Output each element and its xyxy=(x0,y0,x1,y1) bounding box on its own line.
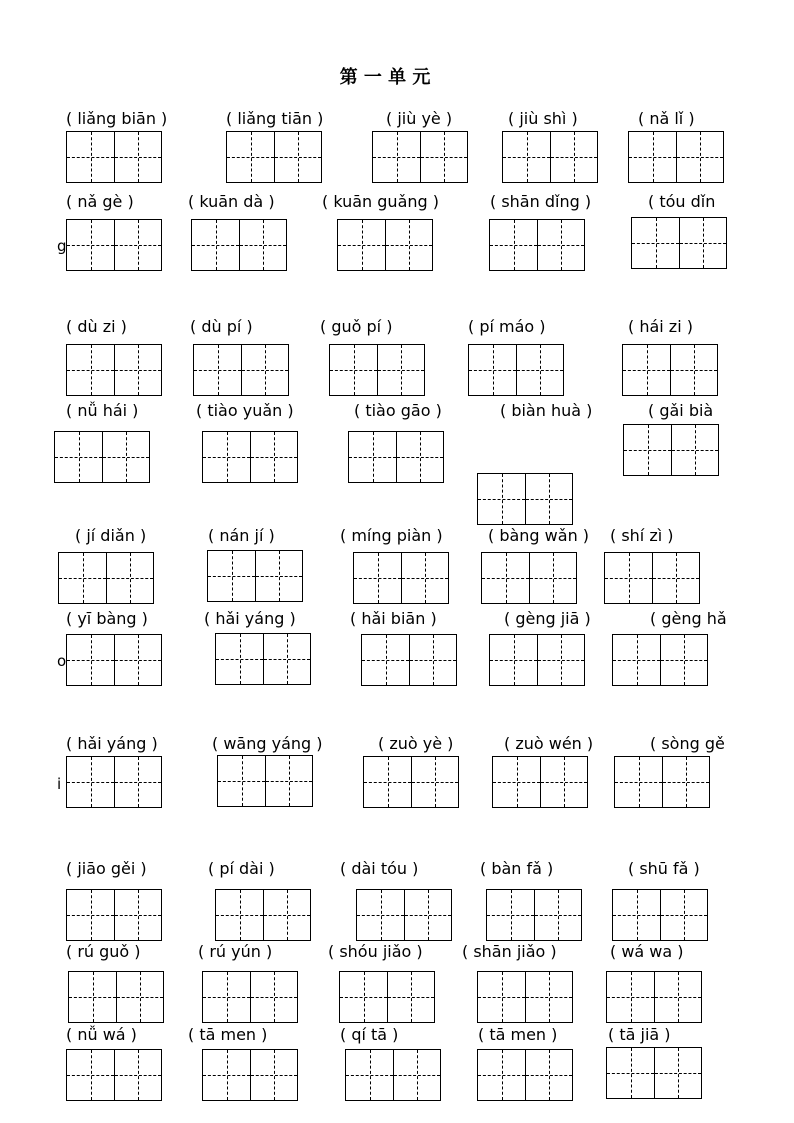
writing-cell[interactable] xyxy=(208,551,255,601)
pinyin-prompt: ( hǎi yáng ) xyxy=(204,609,296,628)
tianzige-answer-box[interactable] xyxy=(202,1049,298,1101)
pinyin-prompt: ( yī bàng ) xyxy=(66,609,148,628)
pinyin-prompt: ( liǎng tiān ) xyxy=(226,109,324,128)
tianzige-answer-box[interactable] xyxy=(329,344,425,396)
pinyin-prompt: ( nǎ lǐ ) xyxy=(638,109,695,128)
pinyin-prompt: ( tā men ) xyxy=(188,1025,268,1044)
writing-cell[interactable] xyxy=(676,132,723,182)
pinyin-prompt: ( jiāo gěi ) xyxy=(66,859,147,878)
tianzige-answer-box[interactable] xyxy=(226,131,322,183)
writing-cell[interactable] xyxy=(605,553,652,603)
writing-cell[interactable] xyxy=(116,972,163,1022)
writing-cell[interactable] xyxy=(670,345,717,395)
pinyin-prompt: ( pí dài ) xyxy=(208,859,275,878)
tianzige-answer-box[interactable] xyxy=(481,552,577,604)
pinyin-prompt: ( dù zi ) xyxy=(66,317,127,336)
writing-cell[interactable] xyxy=(482,553,529,603)
pinyin-prompt: ( zuò wén ) xyxy=(504,734,594,753)
writing-cell[interactable] xyxy=(401,553,448,603)
pinyin-prompt: ( biàn huà ) xyxy=(500,401,593,420)
tianzige-answer-box[interactable] xyxy=(68,971,164,1023)
writing-cell[interactable] xyxy=(607,1048,654,1098)
writing-cell[interactable] xyxy=(227,132,274,182)
writing-cell[interactable] xyxy=(537,220,584,270)
tianzige-answer-box[interactable] xyxy=(54,431,150,483)
pinyin-prompt: ( hái zi ) xyxy=(628,317,693,336)
writing-cell[interactable] xyxy=(216,634,263,684)
pinyin-prompt: ( hǎi biān ) xyxy=(350,609,437,628)
writing-cell[interactable] xyxy=(194,345,241,395)
writing-cell[interactable] xyxy=(679,218,726,268)
tianzige-answer-box[interactable] xyxy=(606,1047,702,1099)
writing-cell[interactable] xyxy=(340,972,387,1022)
writing-cell[interactable] xyxy=(203,972,250,1022)
pinyin-prompt: ( nǚ hái ) xyxy=(66,401,139,420)
writing-cell[interactable] xyxy=(373,132,420,182)
tianzige-answer-box[interactable] xyxy=(361,634,457,686)
writing-cell[interactable] xyxy=(478,1050,525,1100)
tianzige-answer-box[interactable] xyxy=(66,1049,162,1101)
pinyin-prompt: ( kuān dà ) xyxy=(188,192,275,211)
writing-cell[interactable] xyxy=(274,132,321,182)
tianzige-answer-box[interactable] xyxy=(58,552,154,604)
pinyin-prompt: ( míng piàn ) xyxy=(340,526,443,545)
writing-cell[interactable] xyxy=(216,890,263,940)
writing-cell[interactable] xyxy=(67,1050,114,1100)
writing-cell[interactable] xyxy=(632,218,679,268)
pinyin-prompt: ( gèng jiā ) xyxy=(504,609,591,628)
writing-cell[interactable] xyxy=(114,757,161,807)
writing-cell[interactable] xyxy=(377,345,424,395)
writing-cell[interactable] xyxy=(218,756,265,806)
writing-cell[interactable] xyxy=(59,553,106,603)
writing-cell[interactable] xyxy=(478,474,525,524)
tianzige-answer-box[interactable] xyxy=(202,971,298,1023)
writing-cell[interactable] xyxy=(265,756,312,806)
writing-cell[interactable] xyxy=(550,132,597,182)
writing-cell[interactable] xyxy=(67,220,114,270)
writing-cell[interactable] xyxy=(67,757,114,807)
tianzige-answer-box[interactable] xyxy=(202,431,298,483)
writing-cell[interactable] xyxy=(490,635,537,685)
pinyin-prompt: ( shū fǎ ) xyxy=(628,859,700,878)
writing-cell[interactable] xyxy=(357,890,404,940)
pinyin-prompt: ( nǚ wá ) xyxy=(66,1025,137,1044)
writing-cell[interactable] xyxy=(362,635,409,685)
writing-cell[interactable] xyxy=(67,890,114,940)
pinyin-prompt: ( qí tā ) xyxy=(340,1025,399,1044)
writing-cell[interactable] xyxy=(654,972,701,1022)
writing-cell[interactable] xyxy=(192,220,239,270)
writing-cell[interactable] xyxy=(114,345,161,395)
writing-cell[interactable] xyxy=(67,345,114,395)
writing-cell[interactable] xyxy=(255,551,302,601)
writing-cell[interactable] xyxy=(114,220,161,270)
writing-cell[interactable] xyxy=(525,474,572,524)
pinyin-prompt: ( kuān guǎng ) xyxy=(322,192,439,211)
tianzige-answer-box[interactable] xyxy=(502,131,598,183)
writing-cell[interactable] xyxy=(250,1050,297,1100)
writing-cell[interactable] xyxy=(613,635,660,685)
writing-cell[interactable] xyxy=(396,432,443,482)
tianzige-answer-box[interactable] xyxy=(489,634,585,686)
tianzige-answer-box[interactable] xyxy=(215,889,311,941)
tianzige-answer-box[interactable] xyxy=(66,131,162,183)
writing-cell[interactable] xyxy=(404,890,451,940)
tianzige-answer-box[interactable] xyxy=(345,1049,441,1101)
pinyin-prompt: ( hǎi yáng ) xyxy=(66,734,158,753)
pinyin-prompt: ( guǒ pí ) xyxy=(320,317,393,336)
stray-character: g xyxy=(57,237,67,255)
page-title: 第 一 单 元 xyxy=(339,67,431,88)
writing-cell[interactable] xyxy=(534,890,581,940)
writing-cell[interactable] xyxy=(263,890,310,940)
tianzige-answer-box[interactable] xyxy=(628,131,724,183)
writing-cell[interactable] xyxy=(55,432,102,482)
writing-cell[interactable] xyxy=(623,345,670,395)
tianzige-answer-box[interactable] xyxy=(193,344,289,396)
tianzige-answer-box[interactable] xyxy=(489,219,585,271)
pinyin-prompt: ( jiù shì ) xyxy=(508,109,578,128)
writing-cell[interactable] xyxy=(114,132,161,182)
pinyin-prompt: ( bàn fǎ ) xyxy=(480,859,554,878)
writing-cell[interactable] xyxy=(613,890,660,940)
writing-cell[interactable] xyxy=(411,757,458,807)
writing-cell[interactable] xyxy=(250,432,297,482)
writing-cell[interactable] xyxy=(349,432,396,482)
writing-cell[interactable] xyxy=(525,972,572,1022)
writing-cell[interactable] xyxy=(387,972,434,1022)
writing-cell[interactable] xyxy=(67,635,114,685)
writing-cell[interactable] xyxy=(393,1050,440,1100)
tianzige-answer-box[interactable] xyxy=(191,219,287,271)
writing-cell[interactable] xyxy=(529,553,576,603)
writing-cell[interactable] xyxy=(629,132,676,182)
pinyin-prompt: ( shān jiǎo ) xyxy=(462,942,557,961)
stray-character: o xyxy=(57,652,67,670)
pinyin-prompt: ( shān dǐng ) xyxy=(490,192,592,211)
tianzige-answer-box[interactable] xyxy=(353,552,449,604)
pinyin-prompt: ( gèng hǎ xyxy=(650,609,727,628)
writing-cell[interactable] xyxy=(102,432,149,482)
tianzige-answer-box[interactable] xyxy=(468,344,564,396)
writing-cell[interactable] xyxy=(660,635,707,685)
pinyin-prompt: ( shí zì ) xyxy=(610,526,674,545)
tianzige-answer-box[interactable] xyxy=(604,552,700,604)
writing-cell[interactable] xyxy=(409,635,456,685)
tianzige-answer-box[interactable] xyxy=(631,217,727,269)
tianzige-answer-box[interactable] xyxy=(207,550,303,602)
pinyin-prompt: ( gǎi bià xyxy=(648,401,714,420)
tianzige-answer-box[interactable] xyxy=(614,756,710,808)
writing-cell[interactable] xyxy=(503,132,550,182)
pinyin-prompt: ( jiù yè ) xyxy=(386,109,453,128)
writing-cell[interactable] xyxy=(652,553,699,603)
writing-cell[interactable] xyxy=(490,220,537,270)
pinyin-prompt: ( wāng yáng ) xyxy=(212,734,323,753)
writing-cell[interactable] xyxy=(364,757,411,807)
tianzige-answer-box[interactable] xyxy=(363,756,459,808)
tianzige-answer-box[interactable] xyxy=(477,473,573,525)
pinyin-prompt: ( dài tóu ) xyxy=(340,859,419,878)
writing-cell[interactable] xyxy=(263,634,310,684)
writing-cell[interactable] xyxy=(239,220,286,270)
writing-cell[interactable] xyxy=(487,890,534,940)
tianzige-answer-box[interactable] xyxy=(66,344,162,396)
tianzige-answer-box[interactable] xyxy=(215,633,311,685)
tianzige-answer-box[interactable] xyxy=(486,889,582,941)
writing-cell[interactable] xyxy=(540,757,587,807)
writing-cell[interactable] xyxy=(516,345,563,395)
writing-cell[interactable] xyxy=(203,432,250,482)
tianzige-answer-box[interactable] xyxy=(66,889,162,941)
writing-cell[interactable] xyxy=(624,425,671,475)
writing-cell[interactable] xyxy=(250,972,297,1022)
stray-character: i xyxy=(57,775,62,793)
tianzige-answer-box[interactable] xyxy=(606,971,702,1023)
writing-cell[interactable] xyxy=(346,1050,393,1100)
writing-cell[interactable] xyxy=(478,972,525,1022)
writing-cell[interactable] xyxy=(662,757,709,807)
tianzige-answer-box[interactable] xyxy=(623,424,719,476)
writing-cell[interactable] xyxy=(69,972,116,1022)
pinyin-prompt: ( tiào gāo ) xyxy=(354,401,442,420)
writing-cell[interactable] xyxy=(241,345,288,395)
tianzige-answer-box[interactable] xyxy=(348,431,444,483)
pinyin-prompt: ( wá wa ) xyxy=(610,942,684,961)
tianzige-answer-box[interactable] xyxy=(492,756,588,808)
tianzige-answer-box[interactable] xyxy=(217,755,313,807)
tianzige-answer-box[interactable] xyxy=(622,344,718,396)
writing-cell[interactable] xyxy=(114,1050,161,1100)
writing-cell[interactable] xyxy=(106,553,153,603)
pinyin-prompt: ( liǎng biān ) xyxy=(66,109,168,128)
writing-cell[interactable] xyxy=(330,345,377,395)
pinyin-prompt: ( pí máo ) xyxy=(468,317,546,336)
writing-cell[interactable] xyxy=(114,890,161,940)
pinyin-prompt: ( tiào yuǎn ) xyxy=(196,401,294,420)
writing-cell[interactable] xyxy=(385,220,432,270)
tianzige-answer-box[interactable] xyxy=(356,889,452,941)
writing-cell[interactable] xyxy=(607,972,654,1022)
pinyin-prompt: ( bàng wǎn ) xyxy=(488,526,590,545)
tianzige-answer-box[interactable] xyxy=(612,634,708,686)
pinyin-prompt: ( zuò yè ) xyxy=(378,734,454,753)
pinyin-prompt: ( jí diǎn ) xyxy=(75,526,147,545)
writing-cell[interactable] xyxy=(493,757,540,807)
tianzige-answer-box[interactable] xyxy=(612,889,708,941)
pinyin-prompt: ( nǎ gè ) xyxy=(66,192,134,211)
tianzige-answer-box[interactable] xyxy=(477,971,573,1023)
writing-cell[interactable] xyxy=(654,1048,701,1098)
tianzige-answer-box[interactable] xyxy=(337,219,433,271)
tianzige-answer-box[interactable] xyxy=(477,1049,573,1101)
writing-cell[interactable] xyxy=(420,132,467,182)
pinyin-prompt: ( tā jiā ) xyxy=(608,1025,671,1044)
tianzige-answer-box[interactable] xyxy=(339,971,435,1023)
writing-cell[interactable] xyxy=(469,345,516,395)
pinyin-prompt: ( tā men ) xyxy=(478,1025,558,1044)
pinyin-prompt: ( nán jí ) xyxy=(208,526,275,545)
tianzige-answer-box[interactable] xyxy=(66,219,162,271)
writing-cell[interactable] xyxy=(114,635,161,685)
tianzige-answer-box[interactable] xyxy=(372,131,468,183)
writing-cell[interactable] xyxy=(671,425,718,475)
writing-cell[interactable] xyxy=(615,757,662,807)
writing-cell[interactable] xyxy=(354,553,401,603)
writing-cell[interactable] xyxy=(203,1050,250,1100)
pinyin-prompt: ( dù pí ) xyxy=(190,317,253,336)
tianzige-answer-box[interactable] xyxy=(66,756,162,808)
writing-cell[interactable] xyxy=(338,220,385,270)
pinyin-prompt: ( rú yún ) xyxy=(198,942,273,961)
pinyin-prompt: ( rú guǒ ) xyxy=(66,942,141,961)
tianzige-answer-box[interactable] xyxy=(66,634,162,686)
pinyin-prompt: ( sòng gě xyxy=(650,734,725,753)
pinyin-prompt: ( shóu jiǎo ) xyxy=(328,942,423,961)
writing-cell[interactable] xyxy=(67,132,114,182)
pinyin-prompt: ( tóu dǐn xyxy=(648,192,716,211)
writing-cell[interactable] xyxy=(660,890,707,940)
writing-cell[interactable] xyxy=(537,635,584,685)
writing-cell[interactable] xyxy=(525,1050,572,1100)
